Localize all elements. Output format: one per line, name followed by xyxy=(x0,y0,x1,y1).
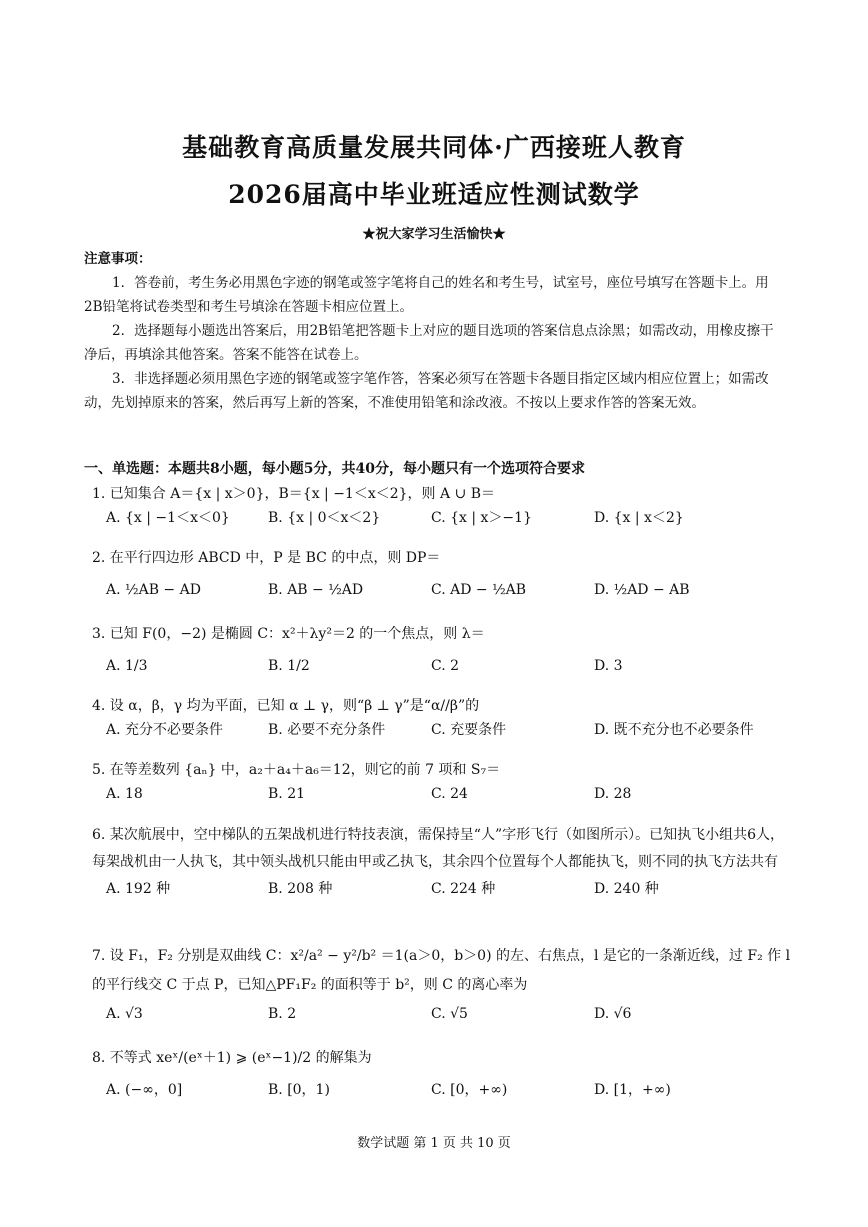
option-b: B. {x | 0＜x＜2} xyxy=(268,510,381,526)
option-a: A. {x | −1＜x＜0} xyxy=(106,510,230,526)
option-a: A. 18 xyxy=(106,786,143,802)
question-5 xyxy=(92,758,792,808)
option-a: A. ½AB − AD xyxy=(106,582,201,598)
question-7 xyxy=(92,942,792,1026)
option-b: B. 208 种 xyxy=(268,881,333,897)
option-d: D. 3 xyxy=(594,658,623,674)
option-a: A. √3 xyxy=(106,1006,143,1022)
question-2 xyxy=(92,546,792,604)
option-d: D. ½AD − AB xyxy=(594,582,690,598)
option-d: D. 240 种 xyxy=(594,881,659,897)
question-8 xyxy=(92,1046,792,1104)
question-stem: 5. 在等差数列 {aₙ} 中，a₂＋a₄＋a₆＝12，则它的前 7 项和 S₇＝ xyxy=(92,762,501,778)
motto: ★祝大家学习生活愉快★ xyxy=(362,227,506,242)
notice-item: 3．非选择题必须用黑色字迹的钢笔或签字笔作答，答案必须写在答题卡各题目指定区域内相应位置上；如需改动，先划掉原来的答案，然后再写上新的答案，不准使用铅笔和涂改液。不按以上要求作答的答案无效。 xyxy=(84,371,769,411)
option-c: C. 224 种 xyxy=(431,881,496,897)
option-c: C. [0，+∞) xyxy=(431,1082,508,1098)
question-stem: 1. 已知集合 A＝{x | x＞0}，B＝{x | −1＜x＜2}，则 A ∪ B＝ xyxy=(92,486,496,502)
option-c: C. √5 xyxy=(431,1006,468,1022)
option-c: C. {x | x＞−1} xyxy=(431,510,532,526)
option-c: C. 24 xyxy=(431,786,468,802)
option-b: B. 必要不充分条件 xyxy=(268,722,386,738)
option-a: A. 1/3 xyxy=(106,658,148,674)
section-heading: 一、单选题：本题共8小题，每小题5分，共40分，每小题只有一个选项符合要求 xyxy=(84,461,585,477)
exam-title-line2: 2026届高中毕业班适应性测试数学 xyxy=(228,180,640,209)
option-c: C. 2 xyxy=(431,658,460,674)
exam-title-line1: 基础教育高质量发展共同体·广西接班人教育 xyxy=(182,133,686,162)
option-d: D. [1，+∞) xyxy=(594,1082,671,1098)
question-6 xyxy=(92,822,792,902)
question-stem: 2. 在平行四边形 ABCD 中，P 是 BC 的中点，则 DP＝ xyxy=(92,550,441,566)
option-d: D. {x | x＜2} xyxy=(594,510,684,526)
question-stem: 6. 某次航展中，空中梯队的五架战机进行特技表演，需保持呈“人”字形飞行（如图所示）。已知执飞小组共6人，每架战机由一人执飞，其中领头战机只能由甲或乙执飞，其余四个位置每个人都能执飞，则不同的执飞方法共有 xyxy=(92,827,785,870)
option-b: B. 2 xyxy=(268,1006,297,1022)
question-stem: 4. 设 α，β，γ 均为平面，已知 α ⊥ γ，则“β ⊥ γ”是“α//β”的 xyxy=(92,698,480,714)
option-b: B. 1/2 xyxy=(268,658,310,674)
notice-block xyxy=(84,247,784,415)
question-stem: 7. 设 F₁，F₂ 分别是双曲线 C：x²/a² − y²/b² ＝1(a＞0，b＞0) 的左、右焦点，l 是它的一条渐近线，过 F₂ 作 l 的平行线交 C 于点 P，已知△PF₁F₂ 的面积等于 b²，则 C 的离心率为 xyxy=(92,948,791,993)
option-d: D. 28 xyxy=(594,786,632,802)
page-footer: 数学试题 第 1 页 共 10 页 xyxy=(357,1136,511,1151)
option-d: D. √6 xyxy=(594,1006,632,1022)
option-c: C. AD − ½AB xyxy=(431,582,527,598)
option-d: D. 既不充分也不必要条件 xyxy=(594,722,754,738)
option-a: A. (−∞，0] xyxy=(106,1082,183,1098)
question-3 xyxy=(92,622,792,680)
option-c: C. 充要条件 xyxy=(431,722,507,738)
option-b: B. [0，1) xyxy=(268,1082,330,1098)
question-stem: 3. 已知 F(0，−2) 是椭圆 C：x²＋λy²＝2 的一个焦点，则 λ＝ xyxy=(92,626,485,642)
option-b: B. AB − ½AD xyxy=(268,582,364,598)
notice-heading: 注意事项： xyxy=(84,251,152,267)
notice-item: 1．答卷前，考生务必用黑色字迹的钢笔或签字笔将自己的姓名和考生号，试室号，座位号填写在答题卡上。用2B铅笔将试卷类型和考生号填涂在答题卡相应位置上。 xyxy=(84,275,769,315)
option-a: A. 充分不必要条件 xyxy=(106,722,224,738)
notice-item: 2．选择题每小题选出答案后，用2B铅笔把答题卡上对应的题目选项的答案信息点涂黑；如需改动，用橡皮擦干净后，再填涂其他答案。答案不能答在试卷上。 xyxy=(84,323,774,363)
option-b: B. 21 xyxy=(268,786,306,802)
option-a: A. 192 种 xyxy=(106,881,171,897)
question-4 xyxy=(92,694,792,744)
question-stem: 8. 不等式 xeˣ/(eˣ＋1) ⩾ (eˣ−1)/2 的解集为 xyxy=(92,1050,372,1066)
question-1 xyxy=(92,482,792,532)
